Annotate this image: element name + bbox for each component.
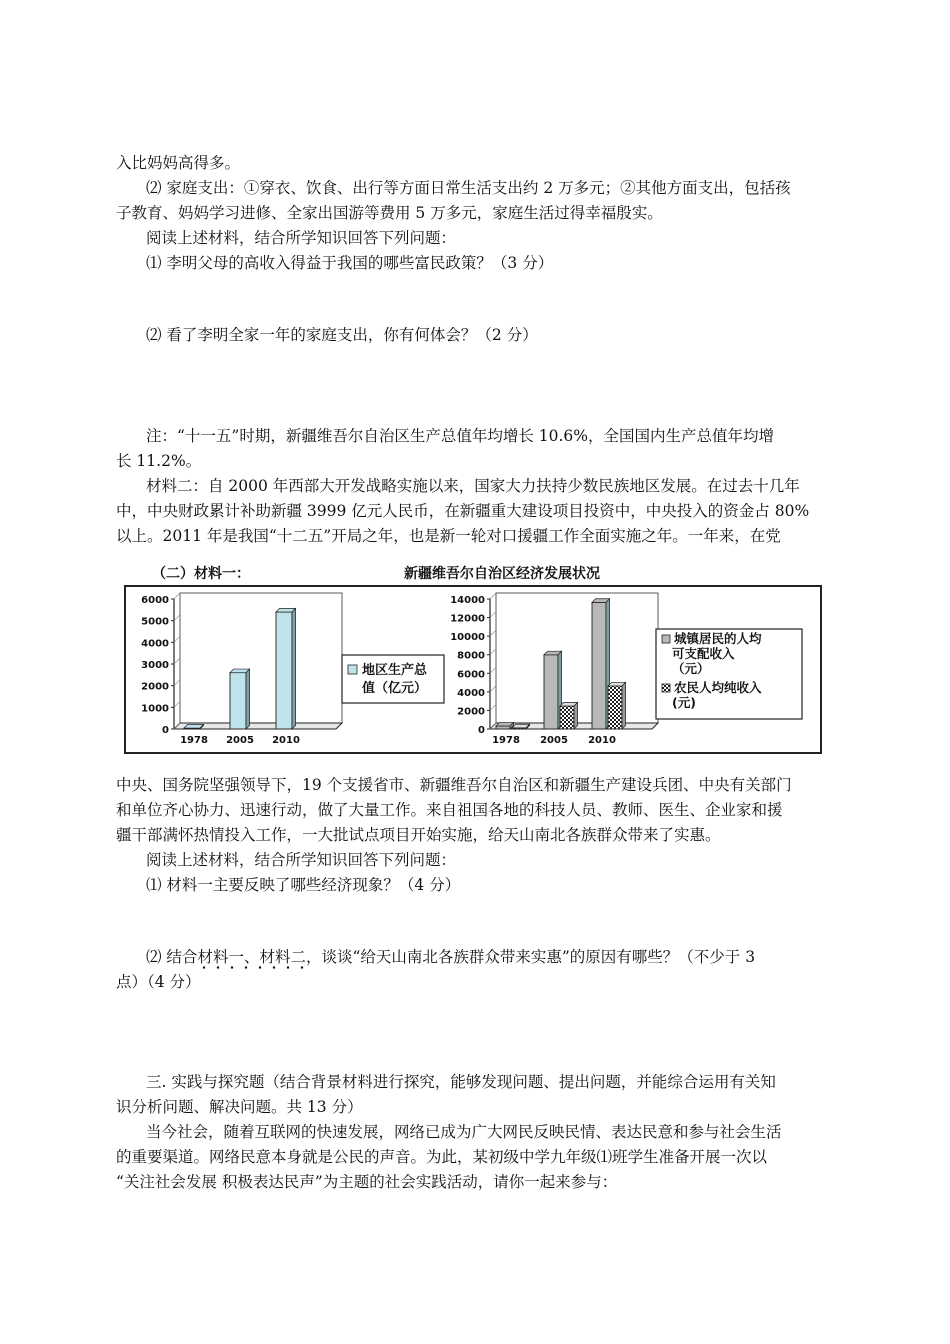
chart-0-legend-swatch [348, 665, 357, 674]
chart-frame [124, 585, 822, 754]
chart-0-y-tick-label: 5000 [141, 616, 169, 628]
chart-0-grid-diag [174, 701, 180, 707]
read-prompt-1: 阅读上述材料，结合所学知识回答下列问题： [146, 229, 457, 247]
question-2: ⑵ 看了李明全家一年的家庭支出，你有何体会？（2 分） [146, 326, 538, 344]
chart-0-y-tick-label: 4000 [141, 638, 169, 650]
read-prompt-2: 阅读上述材料，结合所学知识回答下列问题： [146, 851, 457, 869]
chart-1-legend-label: 农民人均纯收入 [674, 680, 762, 695]
text-line-top: 入比妈妈高得多。 [116, 154, 241, 172]
chart-1-legend-label: 城镇居民的人均 [674, 631, 762, 646]
chart-1-bar [544, 655, 558, 729]
chart-1-y-tick-label: 2000 [457, 706, 485, 718]
chart-0-grid-diag [174, 680, 180, 686]
section3-para-line-1: 当今社会，随着互联网的快速发展，网络已成为广大网民反映民情、表达民意和参与社会生活 [146, 1123, 782, 1141]
chart-0-x-tick-label: 2005 [226, 735, 254, 746]
chart-1-y-tick-label: 6000 [457, 669, 485, 681]
chart-0-x-tick-label: 1978 [180, 735, 208, 746]
chart-1-bar-side [574, 702, 578, 729]
chart-0-bar [230, 673, 246, 729]
chart-1-grid-diag [490, 612, 496, 618]
chart-0-y-tick-label: 3000 [141, 660, 169, 671]
section3-para-line-2: 的重要渠道。网络民意本身就是公民的声音。为此，某初级中学九年级⑴班学生准备开展一次以 [116, 1148, 768, 1166]
chart-0-y-tick-label: 0 [162, 725, 169, 736]
chart-1-grid-diag [490, 649, 496, 655]
chart-1-legend-label: （元） [672, 661, 710, 676]
chart-1-y-tick-label: 4000 [457, 687, 485, 699]
material2-line-3: 以上。2011 年是我国“十二五”开局之年，也是新一轮对口援疆工作全面实施之年。一年来，在党 [116, 527, 781, 545]
material2-line-6: 疆干部满怀热情投入工作，一大批试点项目开始实施，给天山南北各族群众带来了实惠。 [116, 826, 721, 844]
material2-line-1: 材料二：自 2000 年西部大开发战略实施以来，国家大力扶持少数民族地区发展。在过去十几年 [146, 477, 800, 495]
question-4-prefix: ⑵ 结合 [146, 948, 198, 966]
question-1: ⑴ 李明父母的高收入得益于我国的哪些富民政策？（3 分） [146, 254, 554, 272]
material2-line-4: 中央、国务院坚强领导下，19 个支援省市、新疆维吾尔自治区和新疆生产建设兵团、中央有关部门 [116, 776, 792, 794]
chart-0-legend-label: 值（亿元） [362, 681, 428, 696]
chart-1-x-tick-label: 1978 [492, 735, 520, 746]
chart-1-bar [496, 726, 510, 729]
chart-1-bar [592, 602, 606, 729]
chart-svg [126, 587, 820, 752]
section3-heading-line-1: 三. 实践与探究题（结合背景材料进行探究，能够发现问题、提出问题，并能综合运用有关知 [146, 1073, 776, 1091]
chart-1-bar-side [622, 682, 626, 729]
question-4-line-1 [146, 945, 755, 970]
chart-1-y-tick-label: 12000 [450, 613, 485, 625]
question-4-line-2: 点）（4 分） [116, 973, 201, 991]
question-4-emphasis: 材料一、材料二 [197, 948, 306, 966]
chart-1-y-tick-label: 14000 [450, 595, 485, 606]
chart-1-legend-label: 可支配收入 [672, 646, 735, 661]
chart-0-y-tick-label: 2000 [141, 681, 169, 693]
chart-material-label: （二）材料一： [152, 566, 250, 582]
chart-1-grid-diag [490, 686, 496, 692]
material2-line-2: 中，中央财政累计补助新疆 3999 亿元人民币，在新疆重大建设项目投资中，中央投入的资金占 80% [116, 502, 810, 520]
chart-0-grid-diag [174, 658, 180, 664]
chart-1-x-tick-label: 2005 [540, 735, 568, 746]
chart-0-y-tick-label: 6000 [141, 595, 169, 606]
chart-1-y-tick-label: 0 [478, 725, 485, 736]
chart-1-legend-swatch [662, 684, 670, 692]
section3-heading-line-2: 识分析问题、解决问题。共 13 分） [116, 1098, 363, 1116]
chart-0-grid-diag [174, 615, 180, 621]
question-4-suffix: ，谈谈“给天山南北各族群众带来实惠”的原因有哪些？（不少于 3 [305, 948, 756, 966]
chart-0-plot-wall [180, 593, 342, 723]
section3-para-line-3: “关注社会发展 积极表达民声”为主题的社会实践活动，请你一起来参与： [116, 1173, 618, 1191]
chart-0-x-tick-label: 2010 [272, 735, 300, 746]
chart-1-grid-diag [490, 593, 496, 599]
chart-1-y-tick-label: 8000 [457, 650, 485, 662]
chart-1-y-tick-label: 10000 [450, 632, 485, 644]
chart-1-x-tick-label: 2010 [588, 735, 616, 746]
chart-1-legend-label: (元) [672, 695, 696, 710]
expense-line-1: ⑵ 家庭支出：①穿衣、饮食、出行等方面日常生活支出约 2 万多元；②其他方面支出，包括孩 [146, 179, 791, 197]
chart-0-bar-side [246, 669, 250, 729]
chart-1-grid-diag [490, 704, 496, 710]
chart-1-bar [560, 706, 574, 729]
chart-heading: 新疆维吾尔自治区经济发展状况 [404, 566, 600, 582]
chart-1-bar [608, 686, 622, 729]
material2-line-5: 和单位齐心协力、迅速行动，做了大量工作。来自祖国各地的科技人员、教师、医生、企业家和援 [116, 801, 783, 819]
chart-0-bar-side [292, 608, 296, 729]
note-line-2: 长 11.2%。 [116, 452, 202, 470]
chart-1-grid-diag [490, 630, 496, 636]
economy-chart-figure [124, 563, 824, 753]
chart-0-y-tick-label: 1000 [141, 703, 169, 715]
expense-line-2: 子教育、妈妈学习进修、全家出国游等费用 5 万多元，家庭生活过得幸福殷实。 [116, 204, 663, 222]
note-line-1: 注：“十一五”时期，新疆维吾尔自治区生产总值年均增长 10.6%，全国国内生产总值年均增 [146, 427, 775, 445]
chart-1-grid-diag [490, 667, 496, 673]
chart-0-bar [276, 612, 292, 729]
chart-0-grid-diag [174, 593, 180, 599]
chart-1-legend-swatch [662, 635, 670, 643]
chart-0-legend-label: 地区生产总 [362, 663, 428, 678]
question-3: ⑴ 材料一主要反映了哪些经济现象？（4 分） [146, 876, 461, 894]
chart-0-grid-diag [174, 636, 180, 642]
